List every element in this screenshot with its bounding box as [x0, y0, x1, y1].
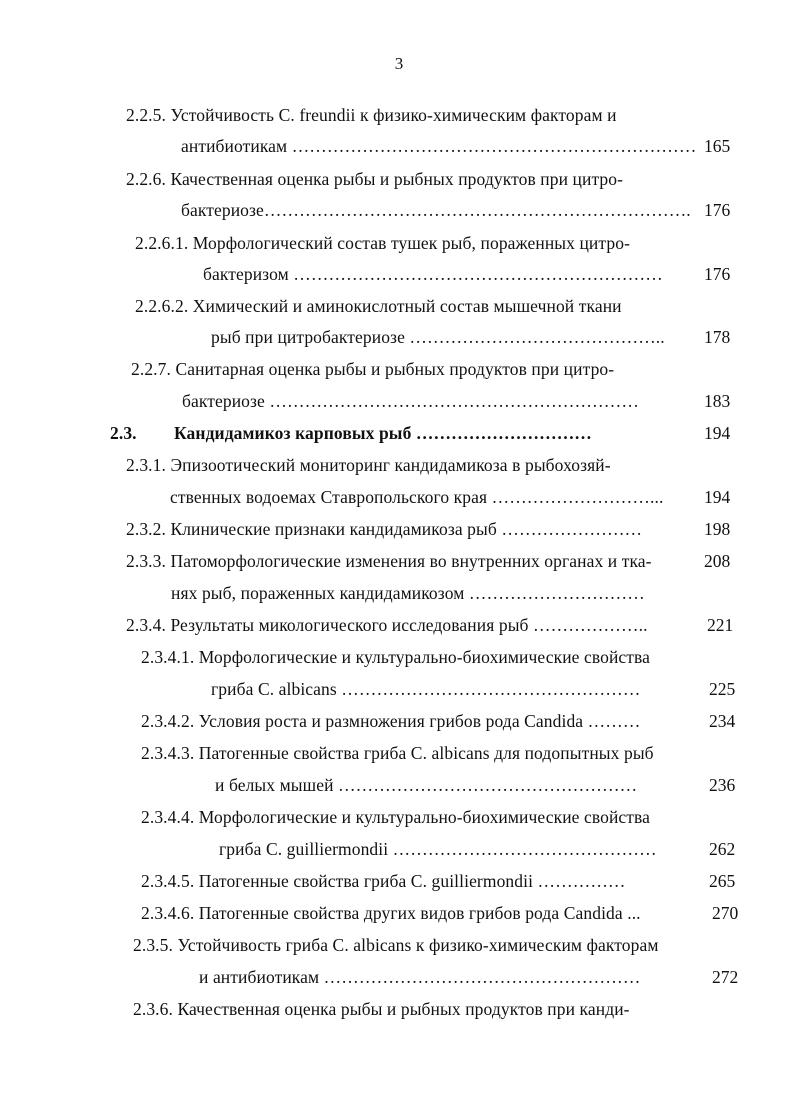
toc-entry-line: 2.2.6.1. Морфологический состав тушек рыб, пораженных цитро- — [135, 233, 630, 253]
toc-page-number: 221 — [707, 615, 734, 635]
toc-entry-line: бактериозе ……………………………………………………… — [182, 391, 639, 411]
toc-page-number: 176 — [704, 264, 731, 284]
toc-page-number: 265 — [709, 871, 736, 891]
toc-page-number: 178 — [704, 327, 731, 347]
toc-entry-line: 2.3.1. Эпизоотический мониторинг кандидамикоза в рыбохозяй- — [126, 455, 611, 475]
toc-entry-line: 2.3.4.3. Патогенные свойства гриба C. albicans для подопытных рыб — [141, 743, 654, 763]
toc-page-number: 194 — [704, 487, 731, 507]
toc-entry-line: бактериозе………………………………………………………………. — [181, 200, 691, 220]
toc-entry-line: рыб при цитробактериозе …………………………………….. — [211, 327, 665, 347]
toc-entry-line: 2.2.7. Санитарная оценка рыбы и рыбных продуктов при цитро- — [131, 359, 615, 379]
toc-entry-line: 2.3.2. Клинические признаки кандидамикоза рыб …………………… — [126, 519, 643, 539]
toc-entry-line: 2.3.4.4. Морфологические и культурально-биохимические свойства — [141, 807, 651, 827]
toc-entry-line: 2.2.6. Качественная оценка рыбы и рыбных продуктов при цитро- — [126, 169, 624, 189]
toc-page-number: 198 — [704, 519, 731, 539]
toc-entry-line: и белых мышей …………………………………………… — [215, 775, 638, 795]
toc-page-number: 194 — [704, 423, 731, 443]
toc-page-number: 208 — [704, 551, 731, 571]
toc-entry-line: 2.2.5. Устойчивость C. freundii к физико-химическим факторам и — [126, 105, 617, 125]
page-number: 3 — [394, 54, 404, 73]
toc-section-title: Кандидамикоз карповых рыб ………………………… — [174, 423, 592, 443]
toc-entry-line: антибиотикам …………………………………………………………… — [181, 136, 697, 156]
toc-entry-line: 2.3.4. Результаты микологического исследования рыб ……………….. — [126, 615, 648, 635]
toc-entry-line: 2.3.6. Качественная оценка рыбы и рыбных продуктов при канди- — [133, 999, 630, 1019]
toc-page-number: 165 — [704, 136, 731, 156]
toc-entry-line: и антибиотикам ……………………………………………… — [199, 967, 641, 987]
toc-page-number: 234 — [709, 711, 736, 731]
toc-entry-line: 2.3.4.1. Морфологические и культурально-биохимические свойства — [141, 647, 651, 667]
toc-page-number: 176 — [704, 200, 731, 220]
toc-page-number: 262 — [709, 839, 736, 859]
toc-entry-line: 2.2.6.2. Химический и аминокислотный состав мышечной ткани — [135, 296, 622, 316]
toc-entry-line: 2.3.4.5. Патогенные свойства гриба C. guilliermondii …………… — [141, 871, 626, 891]
toc-entry-line — [174, 422, 592, 444]
toc-entry-line: 2.3.4.6. Патогенные свойства других видов грибов рода Candida ... — [141, 903, 641, 923]
toc-entry-line: 2.3.4.2. Условия роста и размножения грибов рода Candida ……… — [141, 711, 641, 731]
toc-entry-line: гриба C. guilliermondii ……………………………………… — [219, 839, 657, 859]
toc-page-number: 225 — [709, 679, 736, 699]
toc-entry-line: ственных водоемах Ставропольского края ………………………... — [170, 487, 664, 507]
toc-entry-line: гриба C. albicans …………………………………………… — [211, 679, 641, 699]
toc-page-number: 236 — [709, 775, 736, 795]
toc-entry-line: 2.3.3. Патоморфологические изменения во внутренних органах и тка- — [126, 551, 652, 571]
toc-entry-line: бактеризом ……………………………………………………… — [203, 264, 663, 284]
toc-entry-line: нях рыб, пораженных кандидамикозом ………………………… — [171, 583, 645, 603]
toc-page-number: 183 — [704, 391, 731, 411]
toc-page-number: 270 — [712, 903, 739, 923]
toc-section-number: 2.3. — [110, 423, 137, 443]
toc-entry-line: 2.3.5. Устойчивость гриба C. albicans к физико-химическим факторам — [133, 935, 659, 955]
toc-page-number: 272 — [712, 967, 739, 987]
